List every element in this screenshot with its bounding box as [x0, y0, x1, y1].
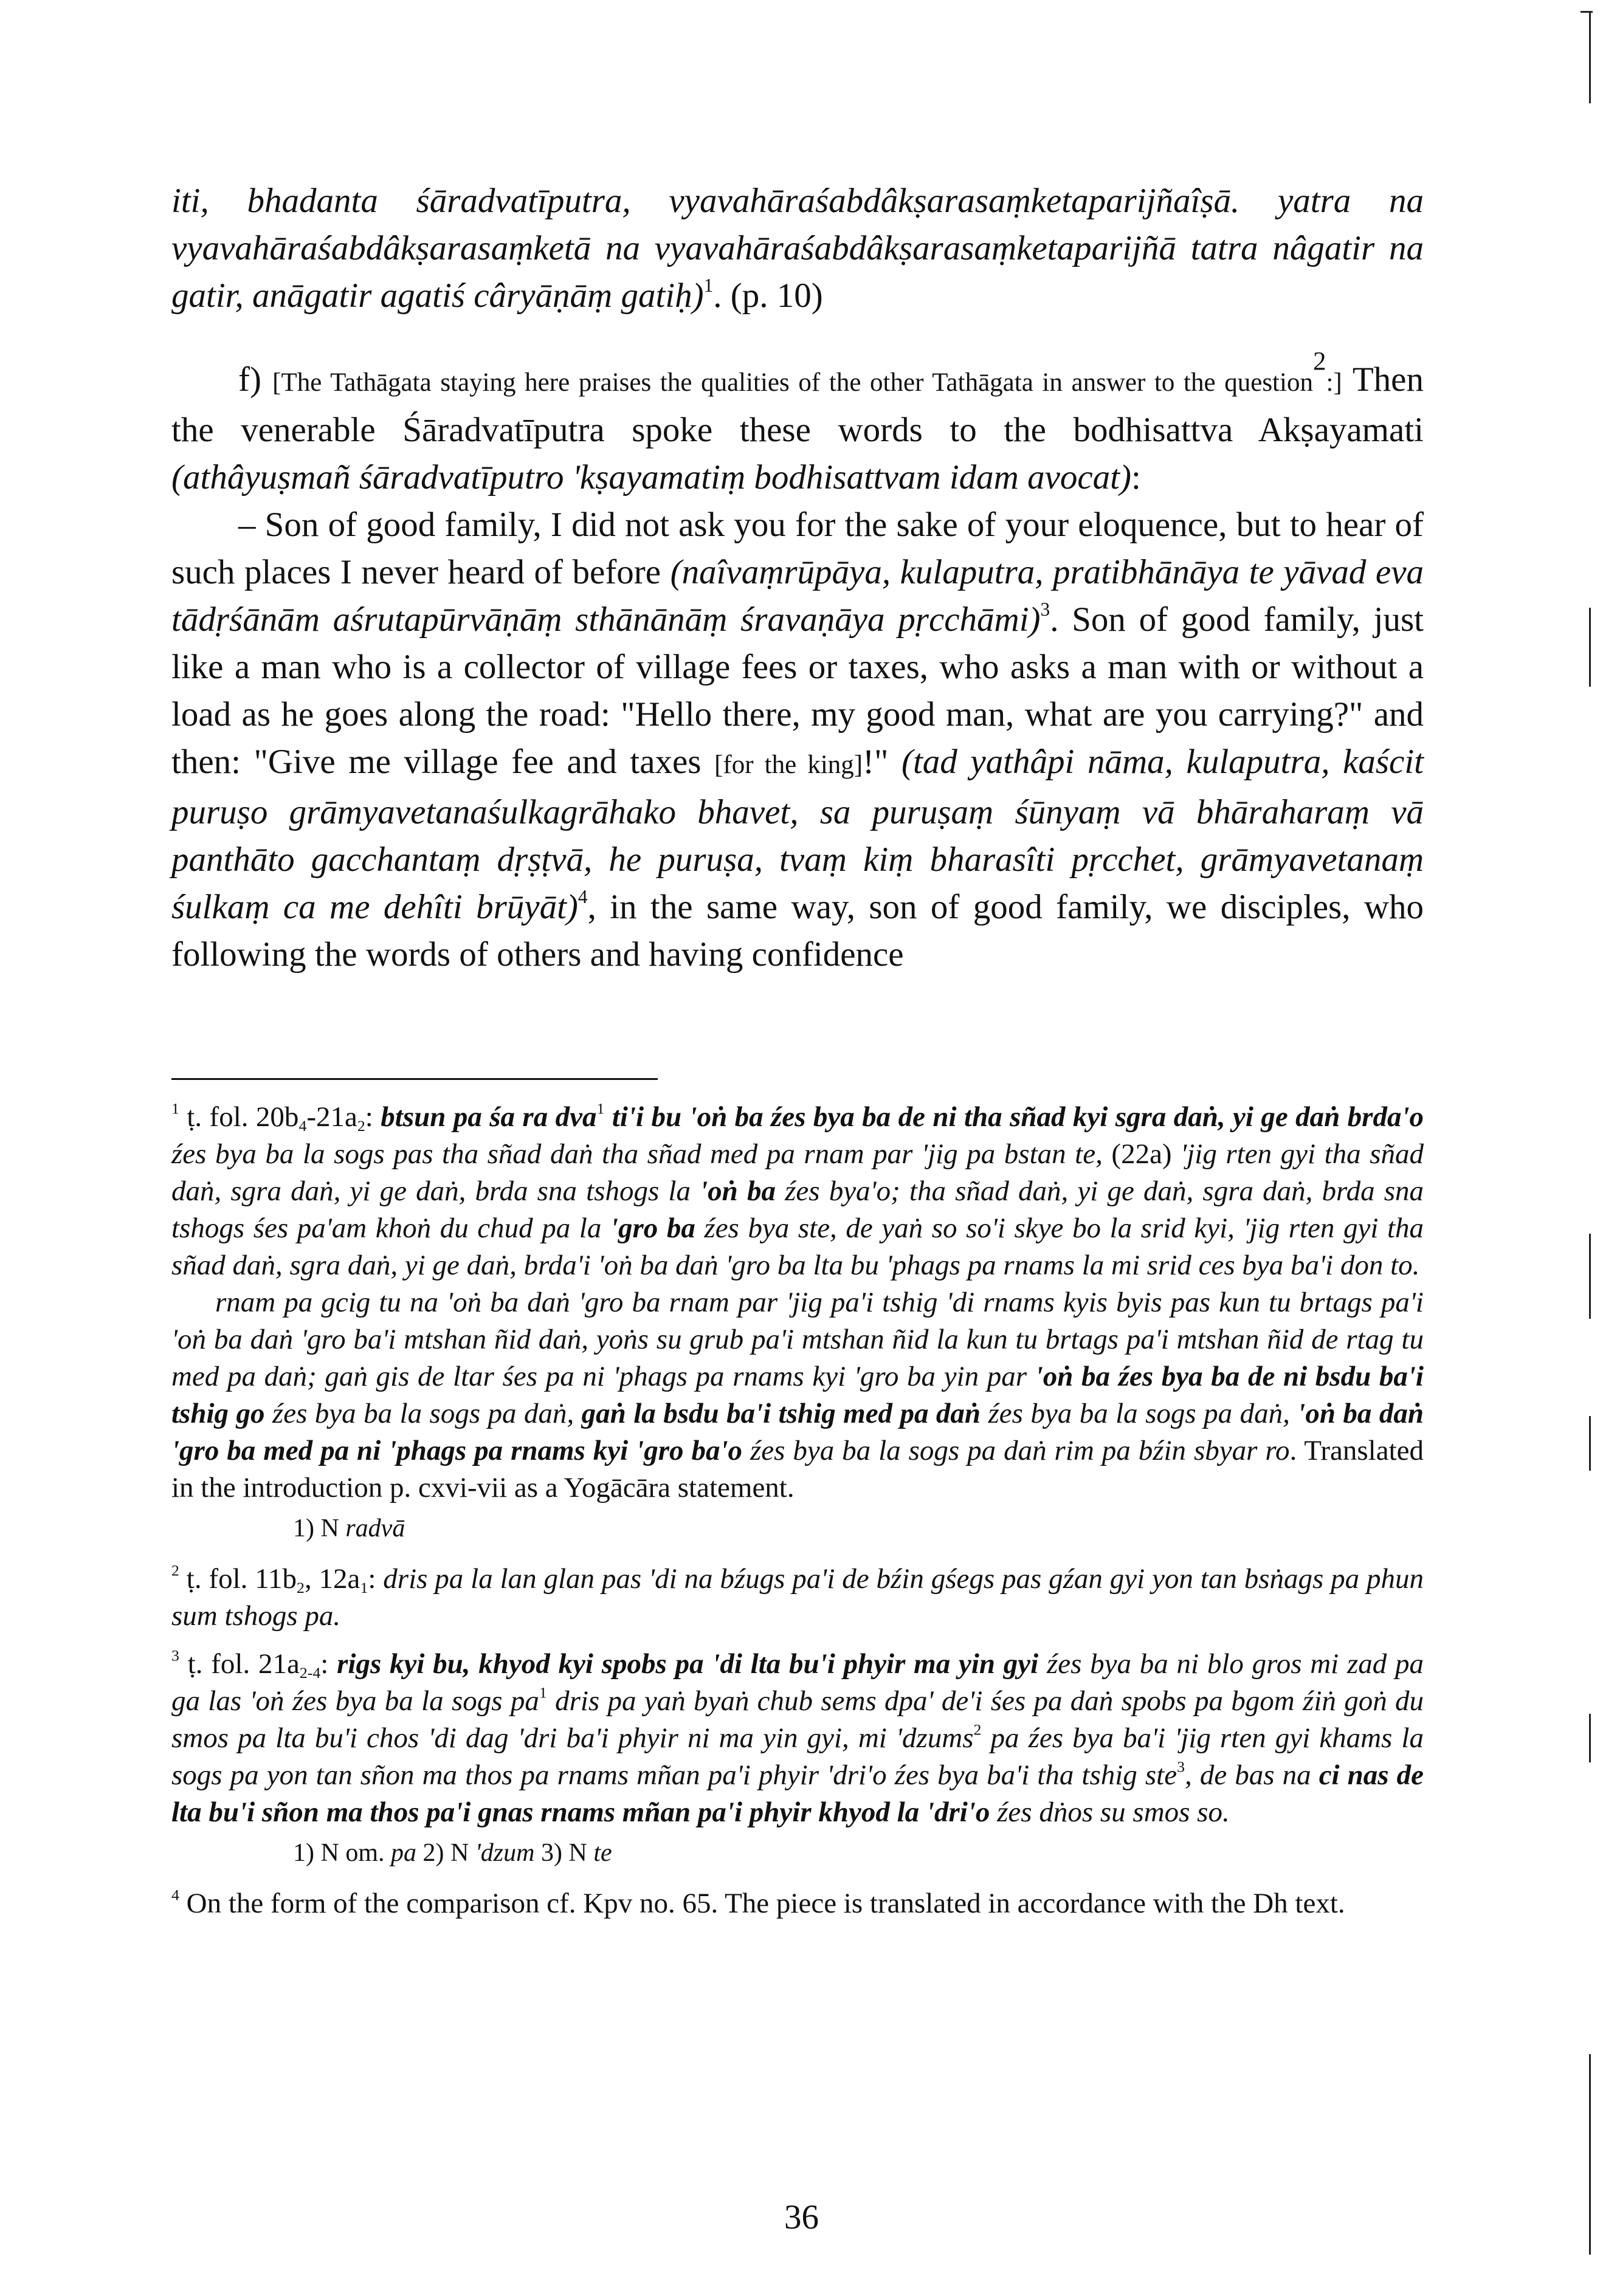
scan-edge-line	[1589, 1234, 1591, 1319]
scan-edge-line	[1589, 608, 1591, 687]
footnote-number: 3	[171, 1646, 179, 1665]
footnote-ref: 3	[1040, 598, 1050, 620]
main-text	[171, 177, 1424, 978]
footnote-3: $^3$ ṭ. fol. $21a_{2-4}$: rigs kyi bu, khyod kyi spobs pa 'di lta bu'i phyir ma yin gyi źes bya ba ni blo gros mi zad pa ga las 'oṅ źes bya ba la sogs $pa^1$ dris pa yaṅ byaṅ chub sems dpa' de'i śes pa daṅ spobs pa bgom źiṅ goṅ du smos pa lta bu'i chos 'di dag 'dri ba'i phyir ni ma yin gyi, mi 'dzums$^2$ pa źes bya ba'i 'jig rten gyi khams la sogs pa yon tan sñon ma thos pa rnams mñan pa'i phyir 'dri'o źes bya ba'i tha tshig ste$^3$, de bas na ci nas de lta bu'i sñon ma thos pa'i gnas rnams mñan pa'i phyir khyod la 'dri'o źes dṅos su smos so. 1) N om. pa 2) N 'dzum 3) N te	[171, 1646, 1424, 1872]
footnote-4: $^4$ On the form of the comparison cf. Kpv no. 65. The piece is translated in accordance with the Dh text.	[171, 1886, 1345, 1919]
scan-edge-line	[1589, 1714, 1591, 1762]
footnote-ref: 4	[577, 885, 588, 907]
paragraph-sanskrit-quote: iti, bhadanta śāradvatīputra, vyavahāraśabdâkṣarasaṃketaparijñaîṣā. yatra na vyavahāraśabdâkṣarasaṃketā na vyavahāraśabdâkṣarasaṃketaparijñā tatra nâgatir na gatir, anāgatir agatiś câryāṇāṃ gatiḥ)$^1$. (p. 10)	[171, 182, 1424, 315]
footnotes	[171, 1099, 1424, 1933]
footnote-number: 1	[171, 1099, 179, 1118]
paragraph-section-f: f) [The Tathāgata staying here praises the qualities of the other Tathāgata in answer to the question$^2$:] Then the venerable Śāradvatīputra spoke these words to the bodhisattva Akṣayamati (athâyuṣmañ śāradvatīputro 'kṣayamatiṃ bodhisattvam idam avocat):	[171, 347, 1424, 497]
footnote-number: 4	[171, 1886, 179, 1904]
page-number: 36	[784, 2198, 819, 2236]
section-label: f)	[238, 360, 261, 399]
footnote-number: 2	[171, 1561, 179, 1579]
scan-edge-tick	[1581, 11, 1593, 13]
footnote-ref: 2	[1312, 347, 1326, 376]
footnote-2: $^2$ ṭ. fol. $11b_2$, $12a_1$: dris pa la lan glan pas 'di na bźugs pa'i de bźin gśegs pas gźan gyi yon tan bsṅags pa phun sum tshogs pa.	[171, 1561, 1424, 1632]
variant-readings: 1) N radvā	[293, 1514, 405, 1542]
scan-edge-line	[1589, 1416, 1591, 1471]
variant-readings: 1) N om. pa 2) N 'dzum 3) N te	[293, 1839, 612, 1867]
paragraph-dialogue: – Son of good family, I did not ask you for the sake of your eloquence, but to hear of such places I never heard of before (naîvaṃrūpāya, kulaputra, pratibhānāya te yāvad eva tādṛśānām aśrutapūrvāṇāṃ sthānānāṃ śravaṇāya pṛcchāmi)$^3$. Son of good family, just like a man who is a collector of village fees or taxes, who asks a man with or without a load as he goes along the road: "Hello there, my good man, what are you carrying?" and then: "Give me village fee and taxes [for the king]!" (tad yathâpi nāma, kulaputra, kaścit puruṣo grāmyavetanaśulkagrāhako bhavet, sa puruṣaṃ śūnyaṃ vā bhāraharaṃ vā panthāto gacchantaṃ dṛṣṭvā, he puruṣa, tvaṃ kiṃ bharasîti pṛcchet, grāmyavetanaṃ śulkaṃ ca me dehîti brūyāt)$^4$, in the same way, son of good family, we disciples, who following the words of others and having confidence	[171, 506, 1424, 974]
footnote-separator	[171, 1078, 658, 1080]
footnote-1: $^1$ ṭ. fol. $20b_4-21a_2$: btsun pa śa ra dva$^1$ ti'i bu 'oṅ ba źes bya ba de ni tha sñad kyi sgra daṅ, yi ge daṅ brda'o źes bya ba la sogs pas tha sñad daṅ tha sñad med pa rnam par 'jig pa bstan te, (22a) 'jig rten gyi tha sñad daṅ, sgra daṅ, yi ge daṅ, brda sna tshogs la 'oṅ ba źes bya'o; tha sñad daṅ, yi ge daṅ, sgra daṅ, brda sna tshogs śes pa'am khoṅ du chud pa la 'gro ba źes bya ste, de yaṅ so so'i skye bo la srid kyi, 'jig rten gyi tha sñad daṅ, sgra daṅ, yi ge daṅ, brda'i 'oṅ ba daṅ 'gro ba lta bu 'phags pa rnams la mi srid ces bya ba'i don to. rnam pa gcig tu na 'oṅ ba daṅ 'gro ba rnam par 'jig pa'i tshig 'di rnams kyis byis pas kun tu brtags pa'i 'oṅ ba daṅ 'gro ba'i mtshan ñid daṅ, yoṅs su grub pa'i mtshan ñid la kun tu brtags pa'i mtshan ñid de rtag tu med pa daṅ; gaṅ gis de ltar śes pa ni 'phags pa rnams kyi 'gro ba yin par 'oṅ ba źes bya ba de ni bsdu ba'i tshig go źes bya ba la sogs pa daṅ, gaṅ la bsdu ba'i tshig med pa daṅ źes bya ba la sogs pa daṅ, 'oṅ ba daṅ 'gro ba med pa ni 'phags pa rnams kyi 'gro ba'o źes bya ba la sogs pa daṅ rim pa bźin sbyar ro. Translated in the introduction p. cxvi-vii as a Yogācāra statement. 1) N radvā	[171, 1099, 1424, 1547]
footnote-ref: 1	[703, 274, 714, 296]
scan-edge-line	[1589, 12, 1591, 103]
